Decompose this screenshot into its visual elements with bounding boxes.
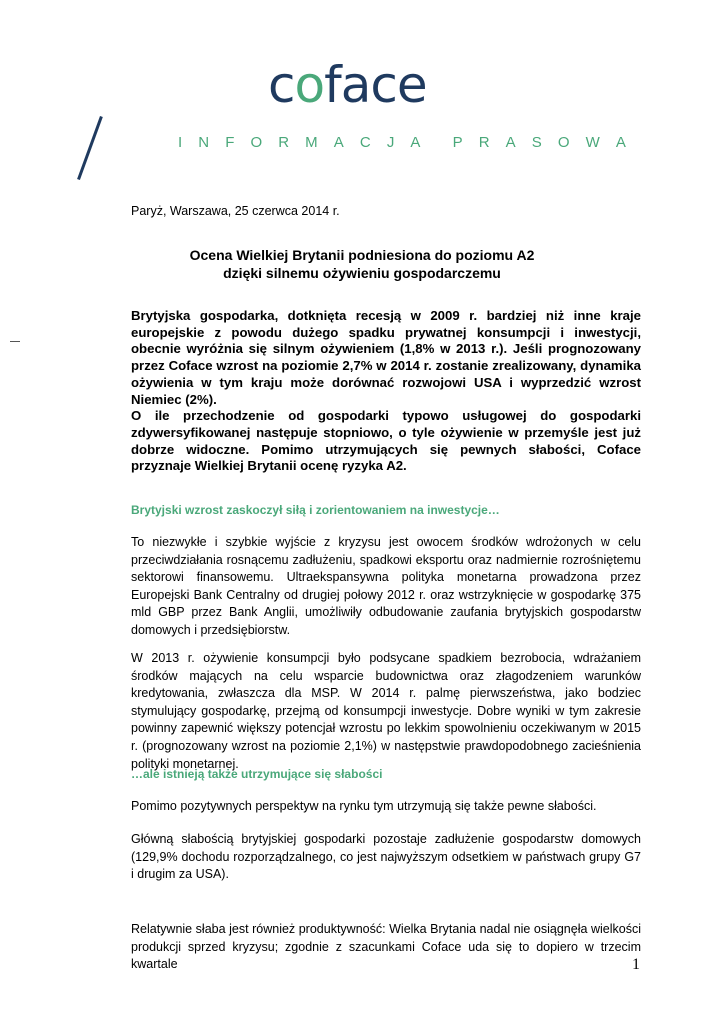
dateline: Paryż, Warszawa, 25 czerwca 2014 r.: [131, 204, 340, 218]
press-letter: A: [333, 134, 344, 151]
section-heading-growth: Brytyjski wzrost zaskoczył siłą i zorientowaniem na inwestycje…: [131, 503, 500, 517]
slash-decoration: [77, 116, 103, 180]
press-letter: A: [615, 134, 626, 151]
body-paragraph: Pomimo pozytywnych perspektyw na rynku tym utrzymują się także pewne słabości.: [131, 799, 597, 813]
press-letter: A: [505, 134, 516, 151]
lead-paragraph-2: O ile przechodzenie od gospodarki typowo usługowej do gospodarki zdywersyfikowanej następuje stopniowo, o tyle ożywienie w przemyśle jest już dobrze widoczne. Pomimo utrzymujących się pewnych słabości, Coface przyznaje Wielkiej Brytanii ocenę ryzyka A2.: [131, 408, 641, 474]
press-release-heading: [178, 134, 626, 151]
logo-mark: o: [294, 56, 325, 114]
section-heading-weaknesses: …ale istnieją także utrzymujące się słabości: [131, 767, 383, 781]
title-line-2: dzięki silnemu ożywieniu gospodarczemu: [223, 265, 501, 281]
lead-paragraph-1: Brytyjska gospodarka, dotknięta recesją w 2009 r. bardziej niż inne kraje europejskie z powodu dużego spadku prywatnej konsumpcji i inwestycji, obecnie wyróżnia się silnym ożywieniem (1,8% w 2013 r.). Jeśli prognozowany przez Coface wzrost na poziomie 2,7% w 2014 r. zostanie zrealizowany, dynamika ożywienia w tym kraju może dorównać rozwojowi USA i wyprzedzić wzrost Niemiec (2%).: [131, 308, 641, 407]
page-number: 1: [632, 956, 640, 973]
press-letter: I: [178, 134, 183, 151]
press-letter: F: [225, 134, 235, 151]
press-letter: P: [452, 134, 463, 151]
article-title: [131, 246, 593, 282]
press-letter: W: [585, 134, 600, 151]
press-letter: O: [250, 134, 263, 151]
body-paragraph: Relatywnie słaba jest również produktywność: Wielka Brytania nadal nie osiągnęła wielkości produkcji sprzed kryzysu; zgodnie z szacunkami Coface uda się to dopiero w trzecim kwartale: [131, 922, 641, 972]
coface-logo: [268, 56, 427, 114]
logo-text-right: face: [324, 56, 427, 114]
body-paragraph: To niezwykłe i szybkie wyjście z kryzysu jest owocem środków wdrożonych w celu przeciwdziałania rosnącemu zadłużeniu, spadkowi eksportu oraz nadmiernie rozrośniętemu sektorowi finansowemu. Ultraekspansywna polityka monetarna prowadzona przez Europejski Bank Centralny od drugiej połowy 2012 r. oraz wstrzyknięcie w gospodarkę 375 mld GBP przez Bank Anglii, umożliwiły odbudowanie zaufania brytyjskich gospodarstw domowych i przedsiębiorstw.: [131, 535, 641, 637]
press-letter: O: [557, 134, 570, 151]
lead-paragraphs: [131, 308, 641, 475]
title-line-1: Ocena Wielkiej Brytanii podniesiona do poziomu A2: [189, 247, 535, 263]
logo-text-left: c: [268, 56, 295, 114]
press-letter: A: [410, 134, 421, 151]
press-letter: S: [531, 134, 542, 151]
body-paragraph: Główną słabością brytyjskiej gospodarki pozostaje zadłużenie gospodarstw domowych (129,9% dochodu rozporządzalnego, co jest najwyższym odsetkiem w państwach grupy G7 i drugim za USA).: [131, 832, 641, 882]
margin-mark: [10, 341, 20, 342]
press-letter: C: [359, 134, 371, 151]
press-letter: N: [198, 134, 210, 151]
body-paragraph: W 2013 r. ożywienie konsumpcji było podsycane spadkiem bezrobocia, wdrażaniem środków mających na celu wsparcie budownictwa oraz złagodzeniem warunków kredytowania, zwłaszcza dla MSP. W 2014 r. palmę pierwszeństwa, jako bodziec stymulujący gospodarkę, przejmą od konsumpcji inwestycje. Dobre wyniki w tym zakresie powinny zapewnić większy potencjał wzrostu po lekkim spowolnieniu oczekiwanym w 2015 r. (prognozowany wzrost na poziomie 2,1%) w następstwie prawdopodobnego zacieśnienia polityki monetarnej.: [131, 651, 641, 771]
press-letter: M: [305, 134, 318, 151]
press-letter: R: [278, 134, 290, 151]
press-letter: R: [478, 134, 490, 151]
press-letter: J: [386, 134, 395, 151]
